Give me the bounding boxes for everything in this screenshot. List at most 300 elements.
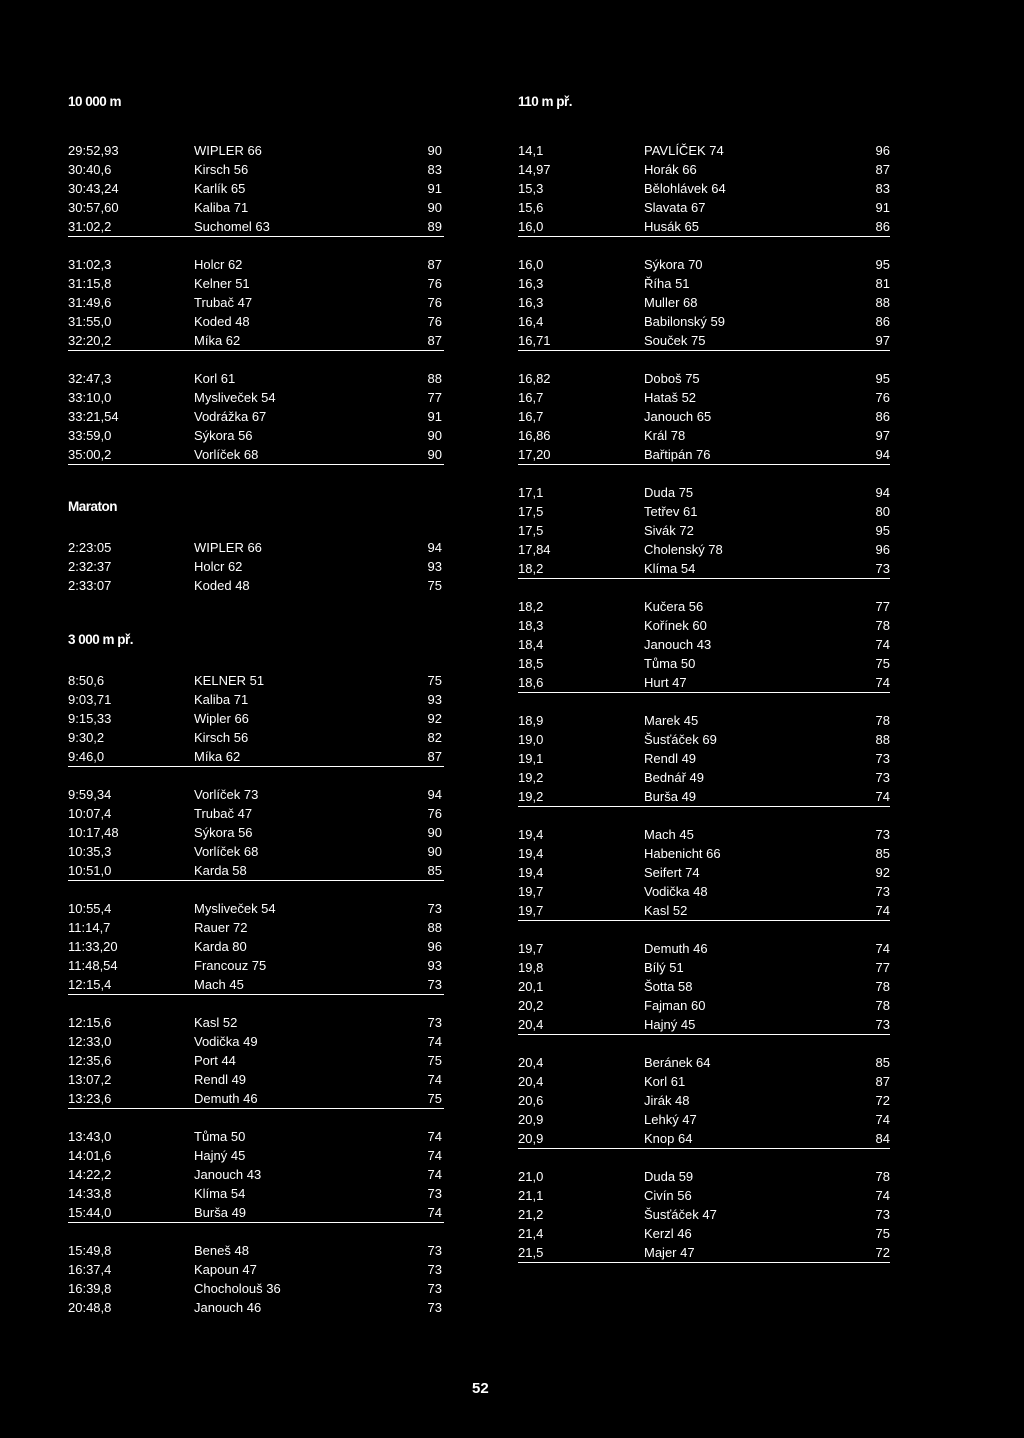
result-time: 15:44,0 [68, 1205, 112, 1220]
result-row [68, 557, 444, 576]
athlete-name: Vorlíček 68 [194, 844, 259, 859]
result-time: 35:00,2 [68, 447, 112, 462]
result-time: 18,2 [518, 599, 544, 614]
year: 88 [427, 371, 442, 386]
result-row [518, 863, 890, 882]
result-time: 13:23,6 [68, 1091, 112, 1106]
result-time: 21,2 [518, 1207, 544, 1222]
year: 91 [427, 181, 442, 196]
year: 73 [427, 1243, 442, 1258]
year: 88 [875, 732, 890, 747]
result-time: 19,4 [518, 865, 544, 880]
result-row [68, 937, 444, 956]
year: 93 [427, 958, 442, 973]
athlete-name: Rauer 72 [194, 920, 248, 935]
athlete-name: WIPLER 66 [194, 540, 262, 555]
year: 75 [427, 1053, 442, 1068]
result-row [518, 1015, 890, 1035]
result-time: 2:32:37 [68, 559, 112, 574]
result-row [68, 141, 444, 160]
year: 76 [427, 806, 442, 821]
year: 96 [875, 542, 890, 557]
athlete-name: Demuth 46 [644, 941, 708, 956]
athlete-name: Tůma 50 [644, 656, 696, 671]
year: 94 [875, 447, 890, 462]
result-time: 21,5 [518, 1245, 544, 1260]
result-time: 18,5 [518, 656, 544, 671]
result-time: 17,5 [518, 504, 544, 519]
year: 85 [875, 846, 890, 861]
year: 75 [875, 1226, 890, 1241]
result-row [68, 823, 444, 842]
year: 73 [427, 901, 442, 916]
athlete-name: Holcr 62 [194, 257, 243, 272]
athlete-name: Kelner 51 [194, 276, 250, 291]
result-row [518, 730, 890, 749]
athlete-name: Šotta 58 [644, 979, 693, 994]
year: 84 [875, 1131, 890, 1146]
result-row [68, 1013, 444, 1032]
athlete-name: Sivák 72 [644, 523, 694, 538]
athlete-name: Majer 47 [644, 1245, 695, 1260]
result-time: 14,97 [518, 162, 551, 177]
year: 92 [427, 711, 442, 726]
athlete-name: Kirsch 56 [194, 162, 249, 177]
result-row [518, 540, 890, 559]
athlete-name: Horák 66 [644, 162, 697, 177]
athlete-name: Burša 49 [644, 789, 697, 804]
result-time: 15,3 [518, 181, 544, 196]
result-row [518, 711, 890, 730]
result-row [518, 293, 890, 312]
result-time: 19,4 [518, 846, 544, 861]
result-row [68, 899, 444, 918]
result-row [518, 1205, 890, 1224]
athlete-name: KELNER 51 [194, 673, 265, 688]
year: 77 [875, 599, 890, 614]
result-row [68, 1070, 444, 1089]
year: 86 [875, 409, 890, 424]
result-row [68, 956, 444, 975]
result-time: 9:03,71 [68, 692, 112, 707]
year: 89 [427, 219, 442, 234]
athlete-name: Sýkora 56 [194, 825, 253, 840]
result-row [518, 882, 890, 901]
result-time: 29:52,93 [68, 143, 119, 158]
result-row [518, 1110, 890, 1129]
athlete-name: Janouch 65 [644, 409, 712, 424]
result-time: 8:50,6 [68, 673, 105, 688]
year: 90 [427, 447, 442, 462]
athlete-name: Mysliveček 54 [194, 390, 276, 405]
result-time: 17,20 [518, 447, 551, 462]
year: 74 [875, 1112, 890, 1127]
athlete-name: Kasl 52 [644, 903, 688, 918]
result-time: 14,1 [518, 143, 544, 158]
result-row [518, 1129, 890, 1149]
year: 97 [875, 428, 890, 443]
result-time: 21,4 [518, 1226, 544, 1241]
athlete-name: Bělohlávek 64 [644, 181, 726, 196]
result-row [68, 1203, 444, 1223]
athlete-name: Doboš 75 [644, 371, 700, 386]
athlete-name: WIPLER 66 [194, 143, 262, 158]
year: 95 [875, 371, 890, 386]
result-time: 18,9 [518, 713, 544, 728]
year: 78 [875, 618, 890, 633]
result-time: 19,8 [518, 960, 544, 975]
athlete-name: Knop 64 [644, 1131, 693, 1146]
result-row [68, 1241, 444, 1260]
result-row [518, 1053, 890, 1072]
result-time: 20,9 [518, 1131, 544, 1146]
result-time: 16,82 [518, 371, 551, 386]
result-time: 10:07,4 [68, 806, 112, 821]
year: 90 [427, 825, 442, 840]
athlete-name: Rendl 49 [644, 751, 697, 766]
result-row [68, 1165, 444, 1184]
section-heading: 3 000 m př. [68, 632, 134, 647]
athlete-name: Seifert 74 [644, 865, 700, 880]
year: 74 [875, 637, 890, 652]
athlete-name: Bařtipán 76 [644, 447, 711, 462]
result-row [68, 785, 444, 804]
result-time: 12:15,4 [68, 977, 112, 992]
result-time: 13:07,2 [68, 1072, 112, 1087]
year: 83 [875, 181, 890, 196]
year: 78 [875, 998, 890, 1013]
athlete-name: Jirák 48 [644, 1093, 690, 1108]
result-time: 19,2 [518, 789, 544, 804]
result-time: 20,4 [518, 1074, 544, 1089]
result-time: 19,7 [518, 903, 544, 918]
result-time: 31:15,8 [68, 276, 112, 291]
result-time: 12:33,0 [68, 1034, 112, 1049]
athlete-name: Duda 75 [644, 485, 694, 500]
result-time: 11:14,7 [68, 920, 111, 935]
result-row [68, 1127, 444, 1146]
result-time: 15,6 [518, 200, 544, 215]
result-time: 16,3 [518, 276, 544, 291]
result-time: 20,2 [518, 998, 544, 1013]
year: 73 [427, 1281, 442, 1296]
year: 74 [427, 1034, 442, 1049]
year: 90 [427, 143, 442, 158]
result-time: 2:23:05 [68, 540, 112, 555]
athlete-name: Korl 61 [644, 1074, 686, 1089]
result-time: 17,84 [518, 542, 551, 557]
year: 85 [427, 863, 442, 878]
result-row [68, 975, 444, 995]
result-time: 9:30,2 [68, 730, 105, 745]
year: 88 [875, 295, 890, 310]
athlete-name: Tůma 50 [194, 1129, 246, 1144]
athlete-name: Wipler 66 [194, 711, 249, 726]
year: 78 [875, 1169, 890, 1184]
result-time: 33:59,0 [68, 428, 112, 443]
result-row [518, 217, 890, 237]
year: 94 [427, 787, 442, 802]
year: 87 [427, 257, 442, 272]
result-row [518, 388, 890, 407]
result-row [518, 1091, 890, 1110]
result-row [518, 958, 890, 977]
year: 72 [875, 1245, 890, 1260]
result-row [518, 939, 890, 958]
result-row [68, 1279, 444, 1298]
result-row [518, 825, 890, 844]
result-row [518, 274, 890, 293]
result-time: 33:10,0 [68, 390, 112, 405]
athlete-name: Janouch 43 [194, 1167, 262, 1182]
athlete-name: Vorlíček 68 [194, 447, 259, 462]
year: 77 [875, 960, 890, 975]
year: 74 [427, 1129, 442, 1144]
result-row [68, 312, 444, 331]
result-time: 16,3 [518, 295, 544, 310]
result-row [68, 1146, 444, 1165]
result-row [518, 597, 890, 616]
result-row [518, 312, 890, 331]
result-time: 10:51,0 [68, 863, 112, 878]
athlete-name: Husák 65 [644, 219, 699, 234]
result-row [518, 198, 890, 217]
year: 86 [875, 219, 890, 234]
athlete-name: Muller 68 [644, 295, 698, 310]
result-time: 13:43,0 [68, 1129, 112, 1144]
year: 97 [875, 333, 890, 348]
result-row [518, 559, 890, 579]
result-row [518, 1167, 890, 1186]
result-row [518, 901, 890, 921]
year: 73 [875, 827, 890, 842]
year: 83 [427, 162, 442, 177]
athlete-name: Bednář 49 [644, 770, 704, 785]
result-row [518, 654, 890, 673]
year: 90 [427, 200, 442, 215]
result-row [68, 728, 444, 747]
athlete-name: Fajman 60 [644, 998, 706, 1013]
result-time: 14:33,8 [68, 1186, 112, 1201]
result-time: 19,7 [518, 941, 544, 956]
athlete-name: Francouz 75 [194, 958, 267, 973]
result-row [518, 179, 890, 198]
athlete-name: Klíma 54 [194, 1186, 246, 1201]
athlete-name: Král 78 [644, 428, 686, 443]
result-time: 32:47,3 [68, 371, 112, 386]
athlete-name: Rendl 49 [194, 1072, 247, 1087]
year: 94 [875, 485, 890, 500]
result-row [68, 179, 444, 198]
result-time: 30:43,24 [68, 181, 119, 196]
result-row [518, 749, 890, 768]
result-time: 30:40,6 [68, 162, 112, 177]
result-row [518, 1072, 890, 1091]
athlete-name: Šusťáček 47 [644, 1207, 717, 1222]
result-time: 21,1 [518, 1188, 544, 1203]
year: 74 [875, 675, 890, 690]
year: 94 [427, 540, 442, 555]
athlete-name: Karda 80 [194, 939, 247, 954]
athlete-name: Klíma 54 [644, 561, 696, 576]
year: 78 [875, 979, 890, 994]
result-time: 33:21,54 [68, 409, 119, 424]
athlete-name: Vodička 48 [644, 884, 708, 899]
year: 87 [427, 333, 442, 348]
result-row [518, 407, 890, 426]
result-time: 9:15,33 [68, 711, 112, 726]
athlete-name: Marek 45 [644, 713, 699, 728]
athlete-name: Chocholouš 36 [194, 1281, 281, 1296]
result-time: 31:02,3 [68, 257, 112, 272]
athlete-name: Hurt 47 [644, 675, 687, 690]
athlete-name: Mach 45 [644, 827, 694, 842]
result-row [68, 331, 444, 351]
page-number: 52 [472, 1380, 489, 1397]
result-row [518, 844, 890, 863]
result-time: 21,0 [518, 1169, 544, 1184]
result-row [68, 1298, 444, 1317]
result-time: 11:33,20 [68, 939, 118, 954]
athlete-name: Mysliveček 54 [194, 901, 276, 916]
result-row [68, 160, 444, 179]
year: 74 [875, 941, 890, 956]
result-time: 15:49,8 [68, 1243, 112, 1258]
result-row [68, 255, 444, 274]
year: 93 [427, 559, 442, 574]
result-time: 10:17,48 [68, 825, 119, 840]
year: 73 [427, 1015, 442, 1030]
year: 75 [875, 656, 890, 671]
year: 74 [427, 1148, 442, 1163]
result-time: 20,9 [518, 1112, 544, 1127]
result-time: 9:46,0 [68, 749, 105, 764]
result-row [68, 198, 444, 217]
athlete-name: Burša 49 [194, 1205, 247, 1220]
year: 74 [875, 789, 890, 804]
result-row [68, 1032, 444, 1051]
year: 96 [427, 939, 442, 954]
result-time: 10:35,3 [68, 844, 112, 859]
result-time: 19,4 [518, 827, 544, 842]
result-time: 18,2 [518, 561, 544, 576]
year: 95 [875, 257, 890, 272]
athlete-name: Slavata 67 [644, 200, 706, 215]
result-time: 18,4 [518, 637, 544, 652]
result-row [518, 635, 890, 654]
athlete-name: Habenicht 66 [644, 846, 721, 861]
athlete-name: Tetřev 61 [644, 504, 698, 519]
result-time: 19,2 [518, 770, 544, 785]
athlete-name: Kořínek 60 [644, 618, 707, 633]
athlete-name: Janouch 43 [644, 637, 712, 652]
result-time: 31:49,6 [68, 295, 112, 310]
result-time: 20,4 [518, 1017, 544, 1032]
result-time: 10:55,4 [68, 901, 112, 916]
result-time: 14:01,6 [68, 1148, 112, 1163]
result-row [68, 576, 444, 595]
result-row [518, 502, 890, 521]
result-time: 11:48,54 [68, 958, 118, 973]
result-time: 9:59,34 [68, 787, 112, 802]
result-time: 20:48,8 [68, 1300, 112, 1315]
athlete-name: Janouch 46 [194, 1300, 262, 1315]
year: 74 [427, 1072, 442, 1087]
athlete-name: Kaliba 71 [194, 692, 249, 707]
result-time: 2:33:07 [68, 578, 112, 593]
result-time: 16,0 [518, 219, 544, 234]
result-row [68, 407, 444, 426]
result-row [518, 1243, 890, 1263]
year: 73 [875, 770, 890, 785]
year: 87 [427, 749, 442, 764]
athlete-name: Sýkora 56 [194, 428, 253, 443]
athlete-name: Koded 48 [194, 578, 250, 593]
year: 75 [427, 673, 442, 688]
result-row [68, 690, 444, 709]
result-time: 16,0 [518, 257, 544, 272]
result-row [68, 538, 444, 557]
year: 85 [875, 1055, 890, 1070]
year: 73 [427, 1300, 442, 1315]
result-row [68, 1184, 444, 1203]
result-time: 12:35,6 [68, 1053, 112, 1068]
athlete-name: Lehký 47 [644, 1112, 697, 1127]
result-time: 16,7 [518, 409, 544, 424]
year: 91 [427, 409, 442, 424]
section-heading: Maraton [68, 499, 118, 514]
year: 72 [875, 1093, 890, 1108]
athlete-name: Hajný 45 [644, 1017, 696, 1032]
year: 74 [875, 903, 890, 918]
year: 92 [875, 865, 890, 880]
result-row [518, 996, 890, 1015]
year: 76 [427, 276, 442, 291]
result-time: 16,71 [518, 333, 551, 348]
year: 73 [875, 751, 890, 766]
year: 90 [427, 844, 442, 859]
result-time: 20,6 [518, 1093, 544, 1108]
result-time: 17,5 [518, 523, 544, 538]
year: 93 [427, 692, 442, 707]
result-row [68, 1260, 444, 1279]
athlete-name: Kapoun 47 [194, 1262, 257, 1277]
athlete-name: Demuth 46 [194, 1091, 258, 1106]
result-time: 19,7 [518, 884, 544, 899]
result-row [518, 141, 890, 160]
athlete-name: Kirsch 56 [194, 730, 249, 745]
result-time: 12:15,6 [68, 1015, 112, 1030]
result-row [68, 918, 444, 937]
athlete-name: Sýkora 70 [644, 257, 703, 272]
year: 73 [427, 977, 442, 992]
year: 73 [875, 884, 890, 899]
athlete-name: Holcr 62 [194, 559, 243, 574]
athlete-name: Bílý 51 [644, 960, 684, 975]
athlete-name: Karda 58 [194, 863, 247, 878]
result-time: 16:37,4 [68, 1262, 112, 1277]
result-time: 19,1 [518, 751, 544, 766]
result-row [518, 673, 890, 693]
result-time: 16:39,8 [68, 1281, 112, 1296]
result-row [68, 388, 444, 407]
result-time: 16,4 [518, 314, 544, 329]
section-heading: 110 m př. [518, 94, 573, 109]
result-row [518, 1224, 890, 1243]
result-row [518, 977, 890, 996]
result-row [68, 369, 444, 388]
athlete-name: Duda 59 [644, 1169, 694, 1184]
